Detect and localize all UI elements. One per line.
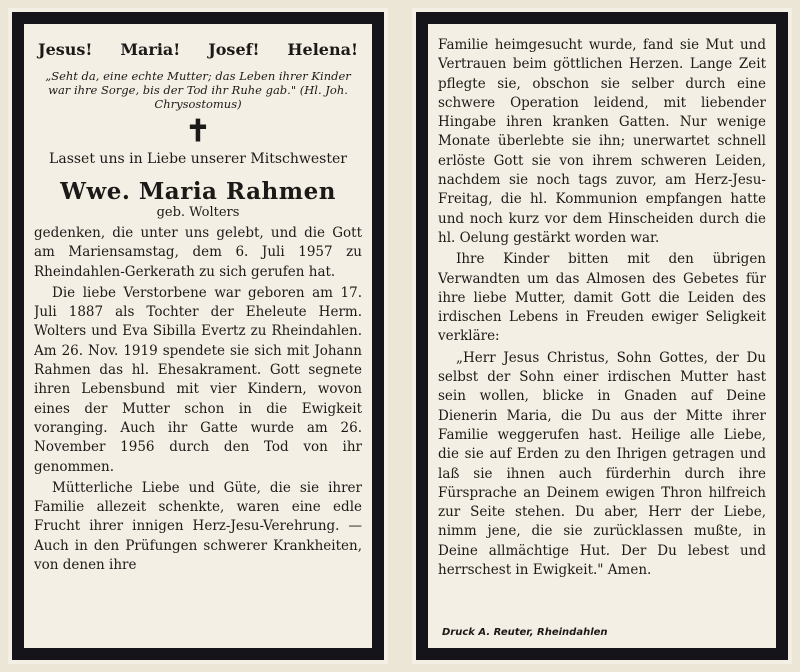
body-paragraph: Mütterliche Liebe und Güte, die sie ihrer Familie allezeit schenkte, waren eine edle Frucht ihrer innigen Herz-Jesu-Verehrung. — Auch in den Prüfungen schwerer Krankheiten, von denen ihre — [34, 479, 362, 574]
left-page-content — [34, 34, 362, 646]
birth-name: geb. Wolters — [156, 205, 240, 220]
invocation-maria: Maria! — [120, 40, 181, 59]
quote-author: (Hl. Joh. Chrysostomus) — [154, 83, 348, 111]
invocation-josef: Josef! — [208, 40, 260, 59]
intro-text: Lasset uns in Liebe unserer Mitschwester — [49, 151, 347, 167]
invocation-jesus: Jesus! — [38, 40, 93, 59]
left-page — [8, 8, 388, 664]
right-page-content — [438, 36, 766, 646]
printer-imprint: Druck A. Reuter, Rheindahlen — [442, 627, 608, 638]
body-paragraph: Die liebe Verstorbene war geboren am 17. Juli 1887 als Tochter der Eheleute Herm. Wolters und Eva Sibilla Evertz zu Rheindahlen. Am 26. Nov. 1919 spendete sie sich mit Johann Rahmen das hl. Ehesakrament. Gott segnete ihren Lebensbund mit vier Kindern, wovon eines der Mutter schon in die Ewigkeit voranging. Auch ihr Gatte wurde am 26. November 1956 durch den Tod von ihr genommen. — [34, 284, 362, 475]
invocation-helena: Helena! — [287, 40, 358, 59]
body-paragraph: gedenken, die unter uns gelebt, und die Gott am Mariensamstag, dem 6. Juli 1957 zu Rheindahlen-Gerkerath zu sich gerufen hat. — [34, 225, 362, 280]
invocation-names — [38, 40, 358, 59]
quote-text: „Seht da, eine echte Mutter; das Leben ihrer Kinder war ihre Sorge, bis der Tod ihr Ruhe gab." — [45, 69, 351, 97]
body-paragraph: Ihre Kinder bitten mit den übrigen Verwandten um das Almosen des Gebetes für ihre liebe Mutter, damit Gott die Leiden des irdischen Lebens in Freuden ewiger Seligkeit verkläre: — [438, 251, 766, 345]
epigraph-quote — [40, 69, 356, 111]
right-page — [412, 8, 792, 664]
body-paragraph: Familie heimgesucht wurde, fand sie Mut und Vertrauen beim göttlichen Herzen. Lange Zeit pflegte sie, obschon sie selber durch eine schwere Operation leidend, mit liebender Hingabe ihren kranken Gatten. Nur wenige Monate überlebte sie ihn; unerwartet schnell erlöste Gott sie von ihrem schweren Leiden, nachdem sie noch tags zuvor, am Herz-Jesu-Freitag, die hl. Kommunion empfangen hatte und noch kurz vor dem Hinscheiden durch die hl. Oelung gestärkt worden war. — [438, 37, 766, 246]
prayer-paragraph: „Herr Jesus Christus, Sohn Gottes, der Du selbst der Sohn einer irdischen Mutter hast sein wollen, blicke in Gnaden auf Deine Dienerin Maria, die Du aus der Mitte ihrer Familie weggerufen hast. Heilige alle Liebe, die sie auf Erden zu den Ihrigen getragen und laß sie ihnen auch fürderhin durch ihre Fürsprache an Deinem ewigen Thron hilfreich zur Seite stehen. Du aber, Herr der Liebe, nimm jene, die sie zurücklassen mußte, in Deine allmächtige Hut. Der Du lebest und herrschest in Ewigkeit." Amen. — [438, 349, 766, 579]
deceased-name: Wwe. Maria Rahmen — [60, 178, 336, 205]
latin-cross-icon: ✝ — [185, 114, 211, 149]
